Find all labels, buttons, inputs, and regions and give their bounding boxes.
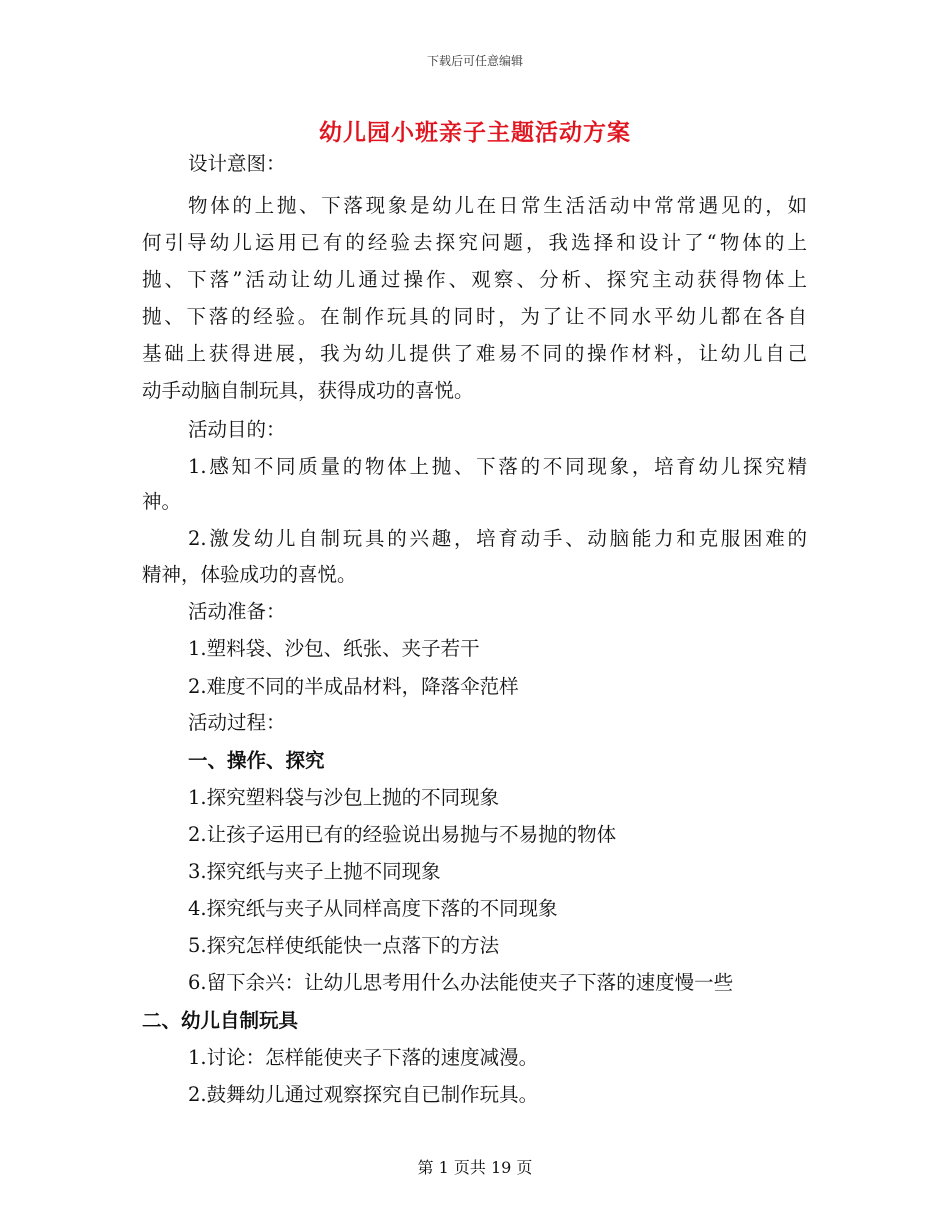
paragraph-line: 动手动脑自制玩具，获得成功的喜悦。 — [142, 379, 474, 402]
list-item: 5.探究怎样使纸能快一点落下的方法 — [188, 934, 500, 957]
list-item: 1.探究塑料袋与沙包上抛的不同现象 — [188, 786, 500, 809]
page-footer: 第 1 页共 19 页 — [417, 1158, 533, 1177]
paragraph-line: 物体的上抛、下落现象是幼儿在日常生活活动中常常遇见的，如 — [188, 194, 807, 217]
paragraph-line: 基础上获得进展，我为幼儿提供了难易不同的操作材料，让幼儿自己 — [142, 342, 807, 365]
list-item: 1.感知不同质量的物体上抛、下落的不同现象，培育幼儿探究精 — [188, 455, 807, 478]
list-item: 6.留下余兴：让幼儿思考用什么办法能使夹子下落的速度慢一些 — [188, 971, 734, 994]
list-item: 1.讨论：怎样能使夹子下落的速度减漫。 — [188, 1046, 539, 1069]
section-heading-goals: 活动目的： — [188, 418, 286, 441]
list-item: 2.难度不同的半成品材料，降落伞范样 — [188, 675, 519, 698]
document-title: 幼儿园小班亲子主题活动方案 — [319, 119, 631, 146]
list-item: 2.让孩子运用已有的经验说出易抛与不易抛的物体 — [188, 823, 617, 846]
list-item: 3.探究纸与夹子上抛不同现象 — [188, 860, 441, 883]
page-header: 下载后可任意编辑 — [426, 54, 523, 68]
list-item: 2.激发幼儿自制玩具的兴趣，培育动手、动脑能力和克服困难的 — [188, 527, 807, 550]
paragraph-line: 抛、下落的经验。在制作玩具的同时，为了让不同水平幼儿都在各自 — [142, 305, 807, 328]
list-item-continuation: 精神，体验成功的喜悦。 — [142, 563, 357, 586]
list-item: 4.探究纸与夹子从同样高度下落的不同现象 — [188, 897, 558, 920]
subsection-heading: 二、幼儿自制玩具 — [142, 1009, 299, 1032]
list-item-continuation: 神。 — [142, 490, 182, 513]
paragraph-line: 抛、下落”活动让幼儿通过操作、观察、分析、探究主动获得物体上 — [142, 268, 807, 291]
section-heading-design-intent: 设计意图： — [188, 152, 286, 175]
list-item: 1.塑料袋、沙包、纸张、夹子若干 — [188, 637, 480, 660]
paragraph-line: 何引导幼儿运用已有的经验去探究问题，我选择和设计了“物体的上 — [142, 231, 807, 254]
section-heading-process: 活动过程： — [188, 711, 286, 734]
section-heading-preparation: 活动准备： — [188, 600, 286, 623]
subsection-heading: 一、操作、探究 — [188, 749, 325, 772]
list-item: 2.鼓舞幼儿通过观察探究自已制作玩具。 — [188, 1083, 539, 1106]
